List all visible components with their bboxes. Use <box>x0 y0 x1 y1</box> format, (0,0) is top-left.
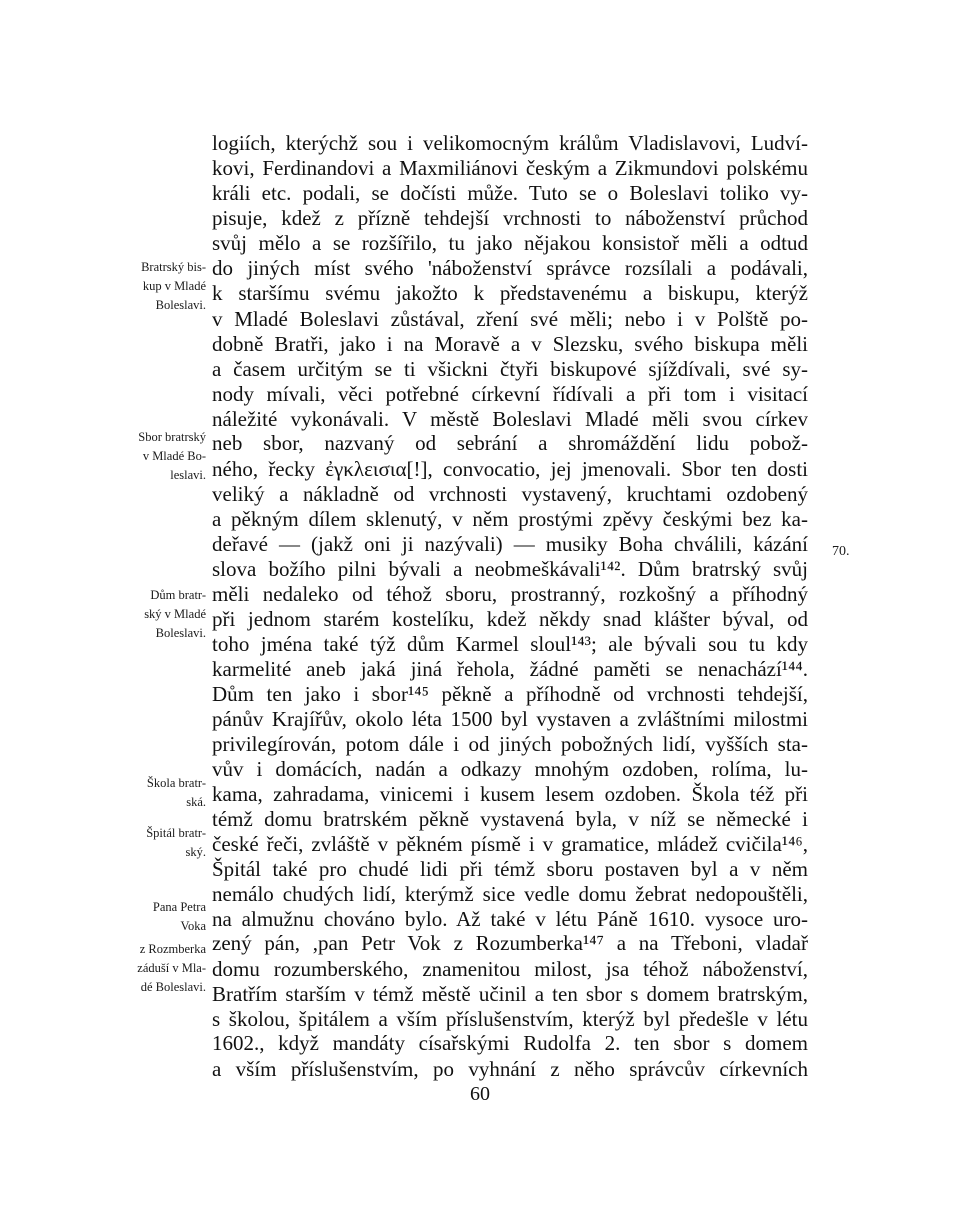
page-number: 60 <box>470 1083 490 1105</box>
body-line: domu rozumberského, znamenitou milost, jsa téhož náboženství, <box>212 957 808 981</box>
body-line: Dům ten jako i sbor¹⁴⁵ pěkně a příhodně od vrchnosti tehdejší, <box>212 682 808 706</box>
body-line: zený pán, ,pan Petr Vok z Rozumberka¹⁴⁷ a na Třeboni, vladař <box>212 931 808 955</box>
body-line: do jiných míst svého 'náboženství správce rozsílali a podávali, <box>212 256 808 280</box>
margin-note-line: Škola bratr- <box>146 776 206 790</box>
margin-note <box>100 258 206 315</box>
body-line: privilegírován, potom dále i od jiných pobožných lidí, vyšších sta- <box>212 732 808 756</box>
body-line: na almužnu chováno bylo. Až také v létu Páně 1610. vysoce uro- <box>212 907 808 931</box>
margin-note <box>100 824 206 862</box>
margin-note-line: leslavi. <box>170 468 206 482</box>
body-line: při jednom starém kostelíku, kdež někdy snad klášter býval, od <box>212 607 808 631</box>
body-line: nemálo chudých lidí, kterýmž sice vedle domu žebrat nedopouštěli, <box>212 882 808 906</box>
body-line: nody mívali, věci potřebné církevní řídívali a při tom i visitací <box>212 382 808 406</box>
margin-note-line: ský v Mladé <box>144 607 206 621</box>
body-line: neb sbor, nazvaný od sebrání a shromáždění lidu pobož- <box>212 431 808 455</box>
body-line: vův i domácích, nadán a odkazy mnohým ozdoben, rolíma, lu- <box>212 757 808 781</box>
body-line: slova božího pilni bývali a neobmeškávali¹⁴². Dům bratrský svůj <box>212 557 808 581</box>
margin-note-line: Voka <box>180 919 206 933</box>
body-line: kama, zahradama, vinicemi i kusem lesem ozdoben. Škola též při <box>212 782 808 806</box>
body-line: kovi, Ferdinandovi a Maxmiliánovi českým a Zikmundovi polskému <box>212 156 808 180</box>
body-line: svůj mělo a se rozšířilo, tu jako nějakou konsistoř měli a odtud <box>212 231 808 255</box>
body-line: Špitál také pro chudé lidi při témž sboru postaven byl a v něm <box>212 857 808 881</box>
margin-note-line: Boleslavi. <box>155 626 206 640</box>
margin-note-line: záduší v Mla- <box>137 961 206 975</box>
margin-note-line: Pana Petra <box>152 900 206 914</box>
margin-note-line: Bratrský bis- <box>141 260 206 274</box>
margin-note <box>100 940 206 997</box>
margin-note-line: dé Boleslavi. <box>140 980 206 994</box>
body-line: toho jména také týž dům Karmel sloul¹⁴³; ale bývali sou tu kdy <box>212 632 808 656</box>
margin-note-line: Dům bratr- <box>150 588 206 602</box>
margin-note-line: Boleslavi. <box>155 298 206 312</box>
body-line: veliký a nákladně od vrchnosti vystavený, kruchtami ozdobený <box>212 482 808 506</box>
margin-note-line: kup v Mladé <box>142 279 206 293</box>
body-line: logiích, kterýchž sou i velikomocným králům Vladislavovi, Ludví- <box>212 131 808 155</box>
body-line: v Mladé Boleslavi zůstával, zření své měli; nebo i v Polště po- <box>212 307 808 331</box>
margin-line-number: 70. <box>832 544 850 559</box>
margin-note-line: z Rozmberka <box>139 942 206 956</box>
body-line: české řeči, zvláště v pěkném písmě i v gramatice, mládež cvičila¹⁴⁶, <box>212 832 808 856</box>
margin-note-line: ský. <box>185 845 206 859</box>
body-line: dobně Bratři, jako i na Moravě a v Slezsku, svého biskupa měli <box>212 332 808 356</box>
body-line: karmelité aneb jaká jiná řehola, žádné paměti se nenachází¹⁴⁴. <box>212 657 808 681</box>
body-line: Bratřím starším v témž městě učinil a ten sbor s domem bratrským, <box>212 982 808 1006</box>
body-line: měli nedaleko od téhož sboru, prostranný, rozkošný a příhodný <box>212 582 808 606</box>
margin-note <box>100 774 206 812</box>
margin-note-line: v Mladé Bo- <box>142 449 206 463</box>
body-line: deřavé — (jakž oni ji nazývali) — musiky Boha chválili, kázání <box>212 532 808 556</box>
margin-note <box>100 428 206 485</box>
body-line: k staršímu svému jakožto k představenému a biskupu, kterýž <box>212 281 808 305</box>
body-line: a časem určitým se ti všickni čtyři biskupové sjíždívali, své sy- <box>212 357 808 381</box>
body-line: králi etc. podali, se dočísti může. Tuto se o Boleslavi toliko vy- <box>212 181 808 205</box>
body-line: a vším příslušenstvím, po vyhnání z něho správcův církevních <box>212 1057 808 1081</box>
body-line: náležité vykonávali. V městě Boleslavi Mladé měli svou církev <box>212 407 808 431</box>
body-line: pisuje, kdež z přízně tehdejší vrchnosti to náboženství průchod <box>212 206 808 230</box>
margin-note <box>100 898 206 936</box>
margin-note-line: Špitál bratr- <box>146 826 206 840</box>
body-line: pánův Krajířův, okolo léta 1500 byl vystaven a zvláštními milostmi <box>212 707 808 731</box>
margin-note <box>100 586 206 643</box>
body-line: 1602., když mandáty císařskými Rudolfa 2. ten sbor s domem <box>212 1031 808 1055</box>
margin-note-line: Sbor bratrský <box>138 430 206 444</box>
margin-note-line: ská. <box>186 795 206 809</box>
body-line: s školou, špitálem a vším příslušenstvím, kterýž byl předešle v létu <box>212 1007 808 1031</box>
body-line: témž domu bratrském pěkně vystavená byla, v níž se německé i <box>212 807 808 831</box>
body-line: ného, řecky ἐγκλεισια[!], convocatio, jej jmenovali. Sbor ten dosti <box>212 457 808 481</box>
body-line: a pěkným dílem sklenutý, v něm prostými zpěvy českými bez ka- <box>212 507 808 531</box>
